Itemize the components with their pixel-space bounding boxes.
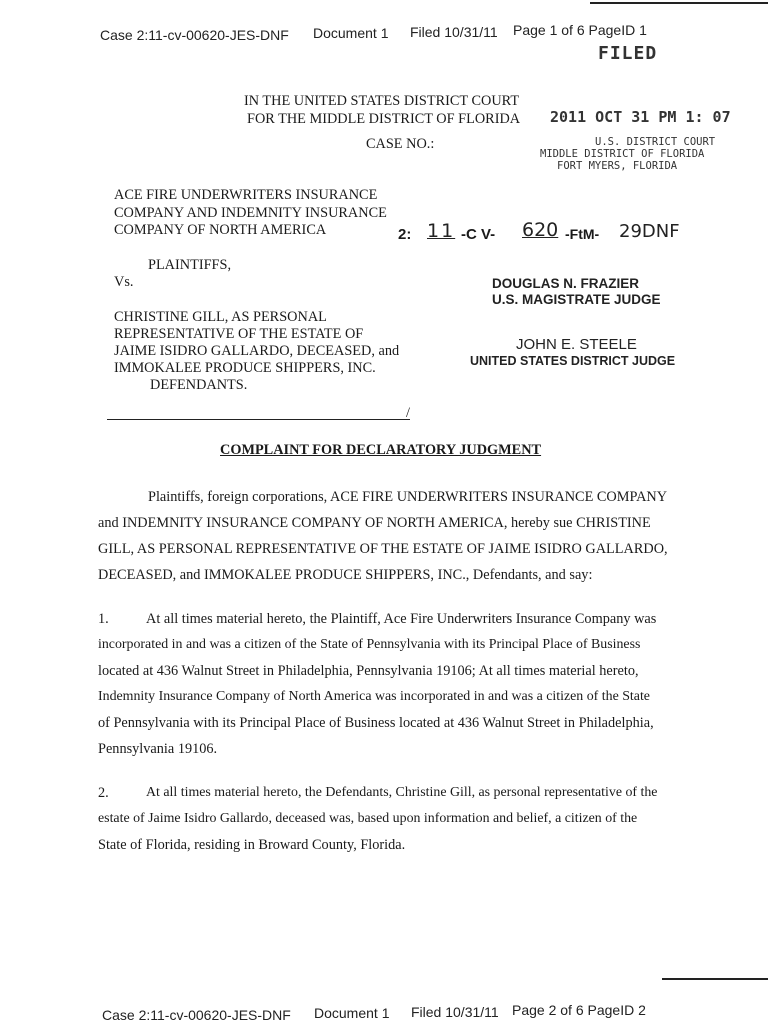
document-title: COMPLAINT FOR DECLARATORY JUDGMENT xyxy=(220,442,542,458)
district-judge-title: UNITED STATES DISTRICT JUDGE xyxy=(470,354,676,368)
plaintiffs-label: PLAINTIFFS, xyxy=(148,257,232,273)
para1-line: located at 436 Walnut Street in Philadelphia, Pennsylvania 19106; At all times material hereto, xyxy=(98,663,639,679)
defendant-line: JAIME ISIDRO GALLARDO, DECEASED, and xyxy=(114,343,400,359)
para2-line: At all times material hereto, the Defendants, Christine Gill, as personal representative of the xyxy=(146,785,658,800)
stamp-date: 2011 OCT 31 PM 1: 07 xyxy=(550,108,731,126)
case-number-prefix: 2: xyxy=(398,226,412,243)
para1-line: Pennsylvania 19106. xyxy=(98,741,218,757)
plaintiff-line: COMPANY AND INDEMNITY INSURANCE xyxy=(114,205,387,221)
district-judge-name: JOHN E. STEELE xyxy=(516,336,637,353)
intro-line: Plaintiffs, foreign corporations, ACE FIRE UNDERWRITERS INSURANCE COMPANY xyxy=(148,489,668,505)
case-number-suffix: 29DNF xyxy=(619,221,680,242)
caption-divider xyxy=(107,419,410,420)
para1-line: incorporated in and was a citizen of the State of Pennsylvania with its Principal Place of Business xyxy=(98,637,641,652)
caption-divider-end: / xyxy=(406,405,410,421)
stamp-filed: FILED xyxy=(598,43,658,64)
para2-number: 2. xyxy=(98,785,109,801)
magistrate-judge-title: U.S. MAGISTRATE JUDGE xyxy=(492,292,661,307)
footer-page: Page 2 of 6 PageID 2 xyxy=(512,1002,646,1018)
para1-line: At all times material hereto, the Plaintiff, Ace Fire Underwriters Insurance Company was xyxy=(146,611,657,627)
intro-line: DECEASED, and IMMOKALEE PRODUCE SHIPPERS, INC., Defendants, and say: xyxy=(98,567,593,583)
magistrate-judge-name: DOUGLAS N. FRAZIER xyxy=(492,276,639,291)
case-number-number: 620 xyxy=(522,219,559,241)
para2-line: estate of Jaime Isidro Gallardo, deceased was, based upon information and belief, a citizen of the xyxy=(98,811,638,826)
para1-number: 1. xyxy=(98,611,109,627)
para1-line: of Pennsylvania with its Principal Place of Business located at 436 Walnut Street in Philadelphia, xyxy=(98,715,654,731)
intro-line: and INDEMNITY INSURANCE COMPANY OF NORTH AMERICA, hereby sue CHRISTINE xyxy=(98,515,651,531)
defendant-line: IMMOKALEE PRODUCE SHIPPERS, INC. xyxy=(114,360,376,376)
stamp-clerk-line3: FORT MYERS, FLORIDA xyxy=(557,160,678,172)
para2-line: State of Florida, residing in Broward County, Florida. xyxy=(98,837,406,853)
case-number-division: -FtM- xyxy=(565,226,600,242)
case-no-label: CASE NO.: xyxy=(366,136,435,152)
case-number-type: -C V- xyxy=(461,226,496,243)
header-case: Case 2:11-cv-00620-JES-DNF xyxy=(100,27,289,43)
footer-document: Document 1 xyxy=(314,1005,390,1021)
defendant-line: REPRESENTATIVE OF THE ESTATE OF xyxy=(114,326,364,342)
stamp-clerk-line2: MIDDLE DISTRICT OF FLORIDA xyxy=(540,148,705,160)
footer-filed: Filed 10/31/11 xyxy=(411,1004,499,1020)
stamp-clerk-line1: U.S. DISTRICT COURT xyxy=(595,136,716,148)
scan-edge-top xyxy=(590,2,768,4)
defendant-line: CHRISTINE GILL, AS PERSONAL xyxy=(114,309,327,325)
court-line2: FOR THE MIDDLE DISTRICT OF FLORIDA xyxy=(247,111,521,127)
intro-line: GILL, AS PERSONAL REPRESENTATIVE OF THE ESTATE OF JAIME ISIDRO GALLARDO, xyxy=(98,541,668,557)
versus-label: Vs. xyxy=(114,274,134,290)
defendants-label: DEFENDANTS. xyxy=(150,377,248,393)
court-line1: IN THE UNITED STATES DISTRICT COURT xyxy=(244,93,520,109)
case-number-year: 11 xyxy=(427,220,456,242)
header-document: Document 1 xyxy=(313,25,389,41)
plaintiff-line: ACE FIRE UNDERWRITERS INSURANCE xyxy=(114,187,378,203)
header-page: Page 1 of 6 PageID 1 xyxy=(513,22,647,38)
para1-line: Indemnity Insurance Company of North America was incorporated in and was a citizen of the State xyxy=(98,689,650,704)
scan-edge-bottom xyxy=(662,978,768,980)
header-filed: Filed 10/31/11 xyxy=(410,24,498,40)
plaintiff-line: COMPANY OF NORTH AMERICA xyxy=(114,222,327,238)
footer-case: Case 2:11-cv-00620-JES-DNF xyxy=(102,1007,291,1023)
